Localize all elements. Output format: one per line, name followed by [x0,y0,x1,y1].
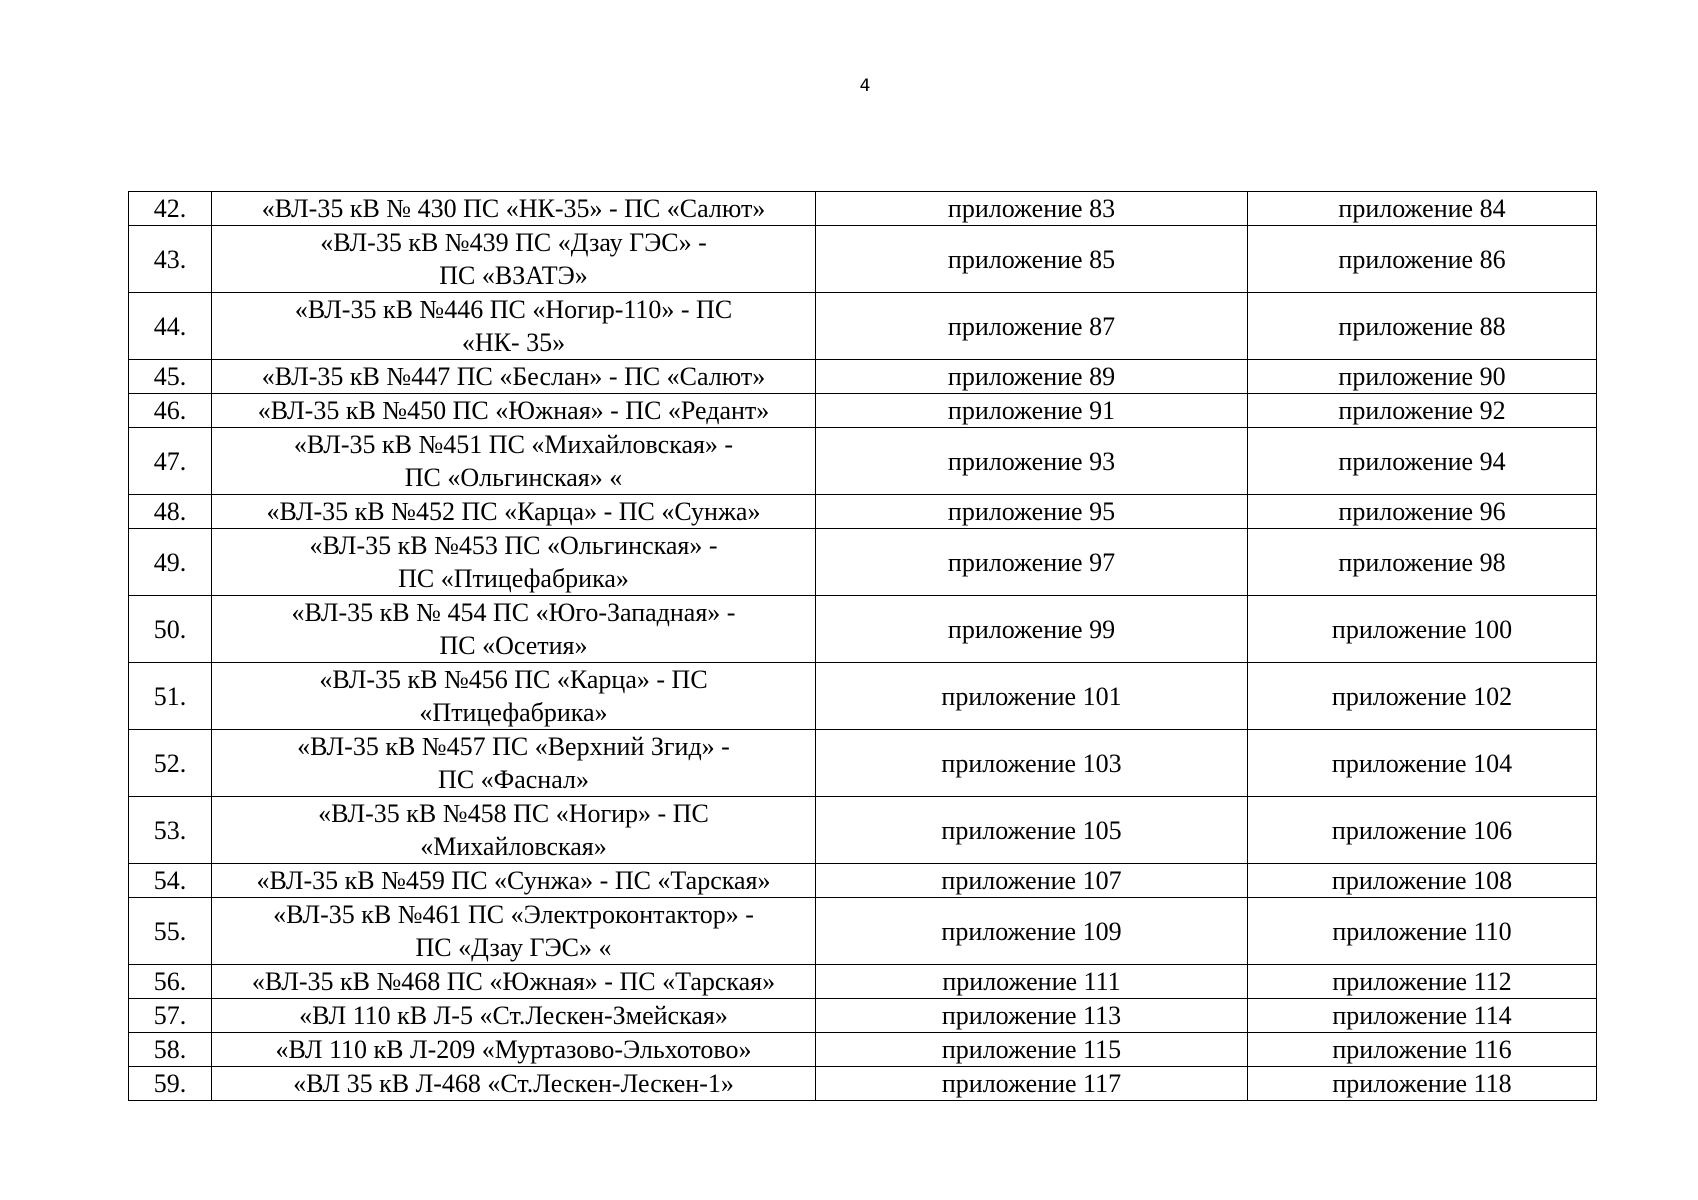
appendix-2-cell: приложение 104 [1248,730,1597,797]
line-name-cell: «ВЛ-35 кВ №446 ПС «Ногир-110» - ПС «НК- 35» [212,293,816,360]
line-name-cell: «ВЛ 110 кВ Л-209 «Муртазово-Эльхотово» [212,1033,816,1067]
line-name-cell: «ВЛ-35 кВ №458 ПС «Ногир» - ПС «Михайловская» [212,797,816,864]
line-name-cell: «ВЛ-35 кВ № 430 ПС «НК-35» - ПС «Салют» [212,192,816,226]
line-name-cell: «ВЛ 110 кВ Л-5 «Ст.Лескен-Змейская» [212,999,816,1033]
line-name-cell: «ВЛ 35 кВ Л-468 «Ст.Лескен-Лескен-1» [212,1067,816,1101]
row-number-cell: 49. [129,529,212,596]
table-row [129,529,1597,596]
appendix-1-cell: приложение 93 [816,428,1248,495]
line-name-cell: «ВЛ-35 кВ №453 ПС «Ольгинская» - ПС «Птицефабрика» [212,529,816,596]
appendix-2-cell: приложение 114 [1248,999,1597,1033]
appendix-2-cell: приложение 98 [1248,529,1597,596]
appendix-1-cell: приложение 117 [816,1067,1248,1101]
table-row [129,596,1597,663]
appendix-2-cell: приложение 86 [1248,226,1597,293]
appendix-1-cell: приложение 83 [816,192,1248,226]
row-number-cell: 47. [129,428,212,495]
table-row [129,1067,1597,1101]
table-row [129,864,1597,898]
appendix-1-cell: приложение 111 [816,965,1248,999]
table-row [129,797,1597,864]
appendix-1-cell: приложение 99 [816,596,1248,663]
table-row [129,226,1597,293]
appendix-1-cell: приложение 101 [816,663,1248,730]
appendix-1-cell: приложение 85 [816,226,1248,293]
appendix-2-cell: приложение 100 [1248,596,1597,663]
row-number-cell: 53. [129,797,212,864]
table-row [129,360,1597,394]
table-row [129,495,1597,529]
appendix-1-cell: приложение 107 [816,864,1248,898]
appendix-2-cell: приложение 90 [1248,360,1597,394]
line-name-cell: «ВЛ-35 кВ №450 ПС «Южная» - ПС «Редант» [212,394,816,428]
appendix-2-cell: приложение 94 [1248,428,1597,495]
row-number-cell: 57. [129,999,212,1033]
appendix-1-cell: приложение 113 [816,999,1248,1033]
row-number-cell: 59. [129,1067,212,1101]
appendix-1-cell: приложение 95 [816,495,1248,529]
appendix-table [128,191,1597,1101]
line-name-cell: «ВЛ-35 кВ №468 ПС «Южная» - ПС «Тарская» [212,965,816,999]
appendix-2-cell: приложение 110 [1248,898,1597,965]
appendix-2-cell: приложение 108 [1248,864,1597,898]
line-name-cell: «ВЛ-35 кВ №439 ПС «Дзау ГЭС» - ПС «ВЗАТЭ» [212,226,816,293]
table-row [129,730,1597,797]
row-number-cell: 45. [129,360,212,394]
table-row [129,293,1597,360]
line-name-cell: «ВЛ-35 кВ №461 ПС «Электроконтактор» - ПС «Дзау ГЭС» « [212,898,816,965]
table-body [129,192,1597,1101]
line-name-cell: «ВЛ-35 кВ №452 ПС «Карца» - ПС «Сунжа» [212,495,816,529]
appendix-1-cell: приложение 115 [816,1033,1248,1067]
appendix-1-cell: приложение 87 [816,293,1248,360]
row-number-cell: 56. [129,965,212,999]
line-name-cell: «ВЛ-35 кВ №459 ПС «Сунжа» - ПС «Тарская» [212,864,816,898]
table-row [129,663,1597,730]
row-number-cell: 54. [129,864,212,898]
table-row [129,192,1597,226]
appendix-2-cell: приложение 106 [1248,797,1597,864]
line-name-cell: «ВЛ-35 кВ №451 ПС «Михайловская» - ПС «Ольгинская» « [212,428,816,495]
row-number-cell: 42. [129,192,212,226]
row-number-cell: 50. [129,596,212,663]
appendix-2-cell: приложение 84 [1248,192,1597,226]
appendix-2-cell: приложение 112 [1248,965,1597,999]
appendix-1-cell: приложение 97 [816,529,1248,596]
appendix-2-cell: приложение 116 [1248,1033,1597,1067]
appendix-2-cell: приложение 96 [1248,495,1597,529]
table-row [129,999,1597,1033]
appendix-1-cell: приложение 105 [816,797,1248,864]
table-row [129,965,1597,999]
row-number-cell: 46. [129,394,212,428]
row-number-cell: 52. [129,730,212,797]
table-row [129,428,1597,495]
appendix-1-cell: приложение 103 [816,730,1248,797]
row-number-cell: 55. [129,898,212,965]
row-number-cell: 51. [129,663,212,730]
row-number-cell: 43. [129,226,212,293]
appendix-1-cell: приложение 89 [816,360,1248,394]
appendix-1-cell: приложение 91 [816,394,1248,428]
appendix-2-cell: приложение 102 [1248,663,1597,730]
table-row [129,1033,1597,1067]
appendix-2-cell: приложение 118 [1248,1067,1597,1101]
table-row [129,898,1597,965]
line-name-cell: «ВЛ-35 кВ №447 ПС «Беслан» - ПС «Салют» [212,360,816,394]
line-name-cell: «ВЛ-35 кВ № 454 ПС «Юго-Западная» - ПС «Осетия» [212,596,816,663]
row-number-cell: 44. [129,293,212,360]
row-number-cell: 58. [129,1033,212,1067]
appendix-2-cell: приложение 88 [1248,293,1597,360]
row-number-cell: 48. [129,495,212,529]
page-number: 4 [859,76,871,96]
appendix-1-cell: приложение 109 [816,898,1248,965]
line-name-cell: «ВЛ-35 кВ №457 ПС «Верхний Згид» - ПС «Фаснал» [212,730,816,797]
appendix-2-cell: приложение 92 [1248,394,1597,428]
table-row [129,394,1597,428]
line-name-cell: «ВЛ-35 кВ №456 ПС «Карца» - ПС «Птицефабрика» [212,663,816,730]
